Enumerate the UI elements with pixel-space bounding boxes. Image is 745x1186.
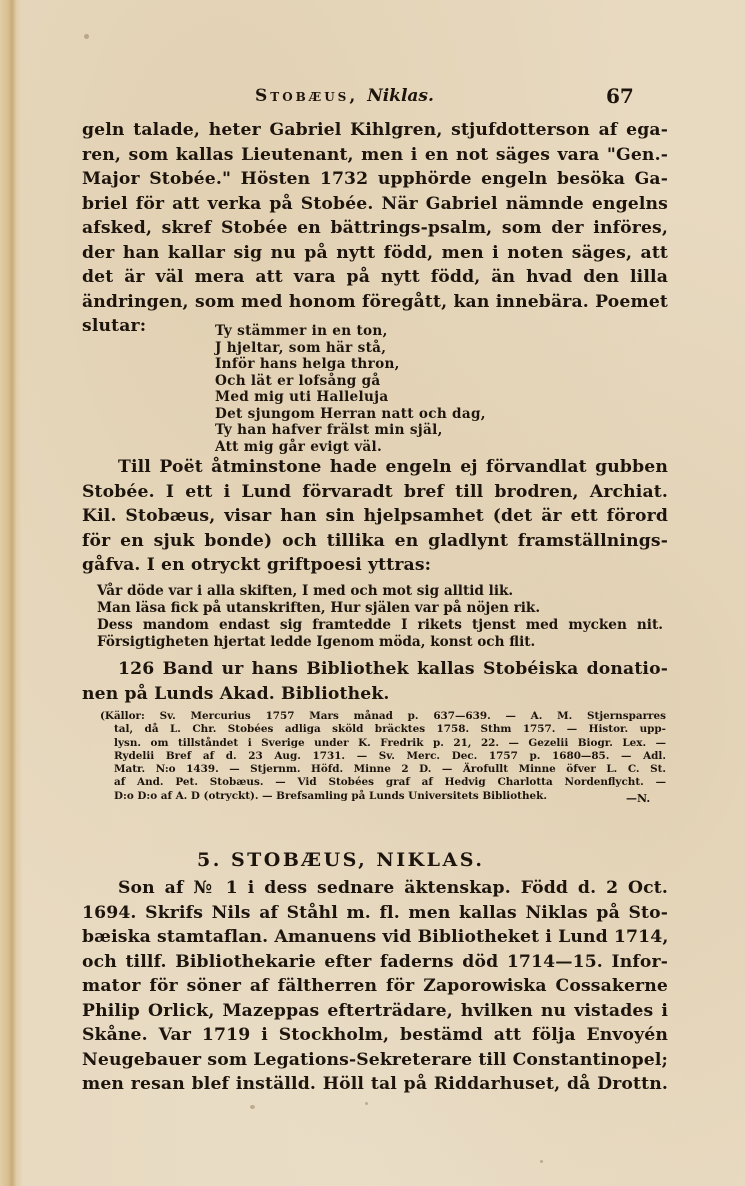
page-number: 67 xyxy=(606,84,634,108)
source-line: D:o D:o af A. D (otryckt). — Brefsamling på Lunds Universitets Bibliothek. xyxy=(114,789,547,802)
paper-speck xyxy=(365,1102,368,1105)
poem-line: Och lät er lofsång gå xyxy=(215,372,381,389)
text-line: Neugebauer som Legations-Sekreterare till Constantinopel; xyxy=(82,1049,668,1070)
text-line: briel för att verka på Stobée. När Gabriel nämnde engelns xyxy=(82,193,668,214)
text-line: Major Stobée." Hösten 1732 upphörde engeln besöka Ga- xyxy=(82,169,668,189)
poem-line: J hjeltar, som här stå, xyxy=(215,339,387,356)
source-line: Rydelii Bref af d. 23 Aug. 1731. — Sv. Merc. Dec. 1757 p. 1680—85. — Adl. xyxy=(114,749,666,762)
source-line: af And. Pet. Stobæus. — Vid Stobées graf af Hedvig Charlotta Nordenflycht. — xyxy=(114,776,666,789)
source-line: Matr. N:o 1439. — Stjernm. Höfd. Minne 2 D. — Ärofullt Minne öfver L. C. St. xyxy=(114,763,666,776)
text-line: Stobée. I ett i Lund förvaradt bref till brodren, Archiat. xyxy=(82,481,668,502)
paragraph-1 xyxy=(82,118,668,339)
source-line: lysn. om tillståndet i Sverige under K. Fredrik p. 21, 22. — Gezelii Biogr. Lex. — xyxy=(114,736,666,749)
text-line: men resan blef inställd. Höll tal på Riddarhuset, då Drottn. xyxy=(82,1074,668,1094)
epitaph-line: Försigtigheten hjertat ledde Igenom möda, konst och flit. xyxy=(97,634,536,650)
paragraph-2 xyxy=(82,455,668,578)
text-line: mator för söner af fältherren för Zaporowiska Cossakerne xyxy=(82,976,668,996)
text-line: 126 Band ur hans Bibliothek kallas Stobéiska donatio- xyxy=(118,659,668,679)
text-line: gåfva. I en otryckt griftpoesi yttras: xyxy=(82,555,432,575)
paper-speck xyxy=(540,1160,543,1163)
text-line: det är väl mera att vara på nytt född, än hvad den lilla xyxy=(82,267,668,287)
text-line: bæiska stamtaflan. Amanuens vid Bibliotheket i Lund 1714, xyxy=(82,927,669,947)
section-5-paragraph xyxy=(82,876,668,1097)
text-line: Till Poët åtminstone hade engeln ej förvandlat gubben xyxy=(118,457,668,477)
text-line: ändringen, som med honom föregått, kan innebära. Poemet xyxy=(82,291,668,312)
source-line: (Källor: Sv. Mercurius 1757 Mars månad p. 637—639. — A. M. Stjernsparres xyxy=(100,710,666,722)
poem-line: Att mig går evigt väl. xyxy=(215,438,383,455)
text-line: Son af № 1 i dess sednare äktenskap. Född d. 2 Oct. xyxy=(118,878,668,898)
text-line: Skåne. Var 1719 i Stockholm, bestämd att följa Envoyén xyxy=(82,1025,668,1045)
sources-note xyxy=(100,710,666,803)
epitaph-line: Man läsa fick på utanskriften, Hur själen var på nöjen rik. xyxy=(97,600,541,616)
source-line: tal, då L. Chr. Stobées adliga sköld bräcktes 1758. Sthm 1757. — Histor. upp- xyxy=(114,723,666,736)
text-line: för en sjuk bonde) och tillika en gladlynt framställnings- xyxy=(82,530,668,551)
paragraph-3 xyxy=(82,657,668,706)
text-line: och tillf. Bibliothekarie efter faderns död 1714—15. Infor- xyxy=(82,951,668,972)
text-line: ren, som kallas Lieutenant, men i en not säges vara "Gen.- xyxy=(82,144,668,165)
text-line: Philip Orlick, Mazeppas efterträdare, hvilken nu vistades i xyxy=(82,1000,668,1021)
poem-line: Det sjungom Herran natt och dag, xyxy=(215,405,486,422)
hymn-poem xyxy=(215,323,486,455)
epitaph-line: Dess mandom endast sig framtedde I rikets tjenst med mycken nit. xyxy=(97,617,663,633)
author-signature: —N. xyxy=(626,792,651,805)
epitaph-line: Vår döde var i alla skiften, I med och mot sig alltid lik. xyxy=(97,583,514,599)
text-line: geln talade, heter Gabriel Kihlgren, stjufdotterson af ega- xyxy=(82,120,668,140)
epitaph-verse xyxy=(97,583,663,651)
text-line: der han kallar sig nu på nytt född, men i noten säges, att xyxy=(82,242,668,263)
poem-line: Ty han hafver frälst min själ, xyxy=(215,422,443,438)
running-header-given-name: Niklas. xyxy=(367,86,434,106)
section-heading: 5. STOBÆUS, NIKLAS. xyxy=(197,849,485,871)
text-line: nen på Lunds Akad. Bibliothek. xyxy=(82,683,390,704)
text-line: 1694. Skrifs Nils af Ståhl m. fl. men kallas Niklas på Sto- xyxy=(82,902,668,923)
text-line: afsked, skref Stobée en bättrings-psalm, som der införes, xyxy=(82,218,668,238)
running-header-title xyxy=(255,86,434,106)
page-binding-edge xyxy=(0,0,22,1186)
poem-line: Inför hans helga thron, xyxy=(215,356,400,372)
paper-speck xyxy=(84,34,89,39)
text-line: slutar: xyxy=(82,316,147,336)
text-line: Kil. Stobæus, visar han sin hjelpsamhet (det är ett förord xyxy=(82,506,668,526)
poem-line: Med mig uti Halleluja xyxy=(215,389,389,405)
poem-line: Ty stämmer in en ton, xyxy=(215,323,388,339)
running-header-surname: Stobæus, xyxy=(255,86,359,106)
paper-speck xyxy=(250,1105,255,1109)
